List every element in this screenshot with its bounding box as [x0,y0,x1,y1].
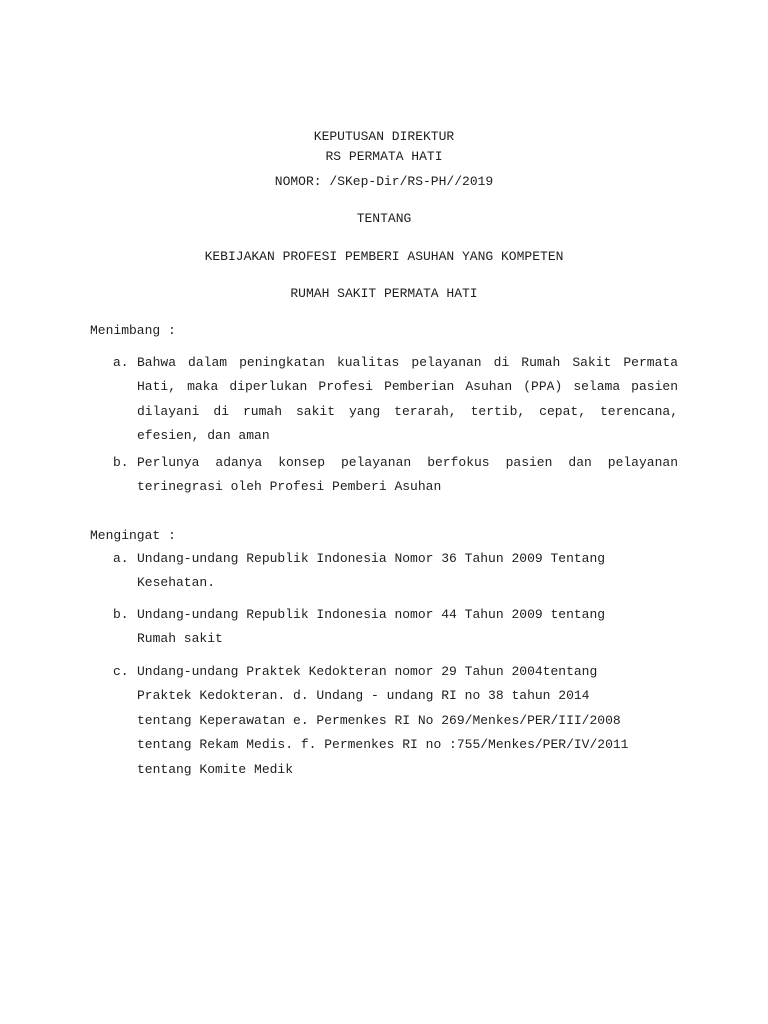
tentang-heading: TENTANG [356,211,412,226]
text-line: Praktek Kedokteran. d. Undang - undang RI no 38 tahun 2014 [137,688,590,704]
mengingat-label: Mengingat : [90,528,176,543]
mengingat-item-text [137,547,678,596]
hospital-name: RS PERMATA HATI [325,149,443,164]
decree-subject: KEBIJAKAN PROFESI PEMBERI ASUHAN YANG KOMPETEN [204,249,564,264]
mengingat-item [90,551,678,596]
mengingat-item [90,664,678,782]
list-marker: a. [113,355,129,370]
text-line: tentang Komite Medik [137,761,294,777]
list-marker: b. [113,607,129,622]
text-line: Undang-undang Praktek Kedokteran nomor 29 Tahun 2004tentang [137,664,598,679]
list-marker: a. [113,551,129,566]
menimbang-label: Menimbang : [90,323,176,338]
mengingat-item [90,607,678,652]
mengingat-item-text [137,660,678,782]
menimbang-item-text: Perlunya adanya konsep pelayanan berfokus pasien dan pelayanan terinegrasi oleh Profesi Pemberi Asuhan [137,455,678,495]
menimbang-item [90,455,678,500]
text-line: Rumah sakit [137,631,223,647]
text-line: tentang Rekam Medis. f. Permenkes RI no :755/Menkes/PER/IV/2011 [137,737,629,753]
mengingat-item-text [137,603,678,652]
list-marker: c. [113,664,129,679]
text-line: tentang Keperawatan e. Permenkes RI No 269/Menkes/PER/III/2008 [137,712,621,728]
text-line: Undang-undang Republik Indonesia Nomor 36 Tahun 2009 Tentang [137,551,606,566]
text-line: Undang-undang Republik Indonesia nomor 44 Tahun 2009 tentang [137,607,606,622]
menimbang-item [90,355,678,449]
text-line: Kesehatan. [137,575,216,591]
menimbang-item-text: Bahwa dalam peningkatan kualitas pelayanan di Rumah Sakit Permata Hati, maka diperlukan Profesi Pemberian Asuhan (PPA) selama pasien dilayani di rumah sakit yang terarah, tertib, cepat, terencana, efesien, dan aman [137,355,678,444]
institution-heading: RUMAH SAKIT PERMATA HATI [290,286,478,301]
decree-title: KEPUTUSAN DIREKTUR [313,129,455,144]
decree-number: NOMOR: /SKep-Dir/RS-PH//2019 [274,174,494,189]
list-marker: b. [113,455,129,470]
